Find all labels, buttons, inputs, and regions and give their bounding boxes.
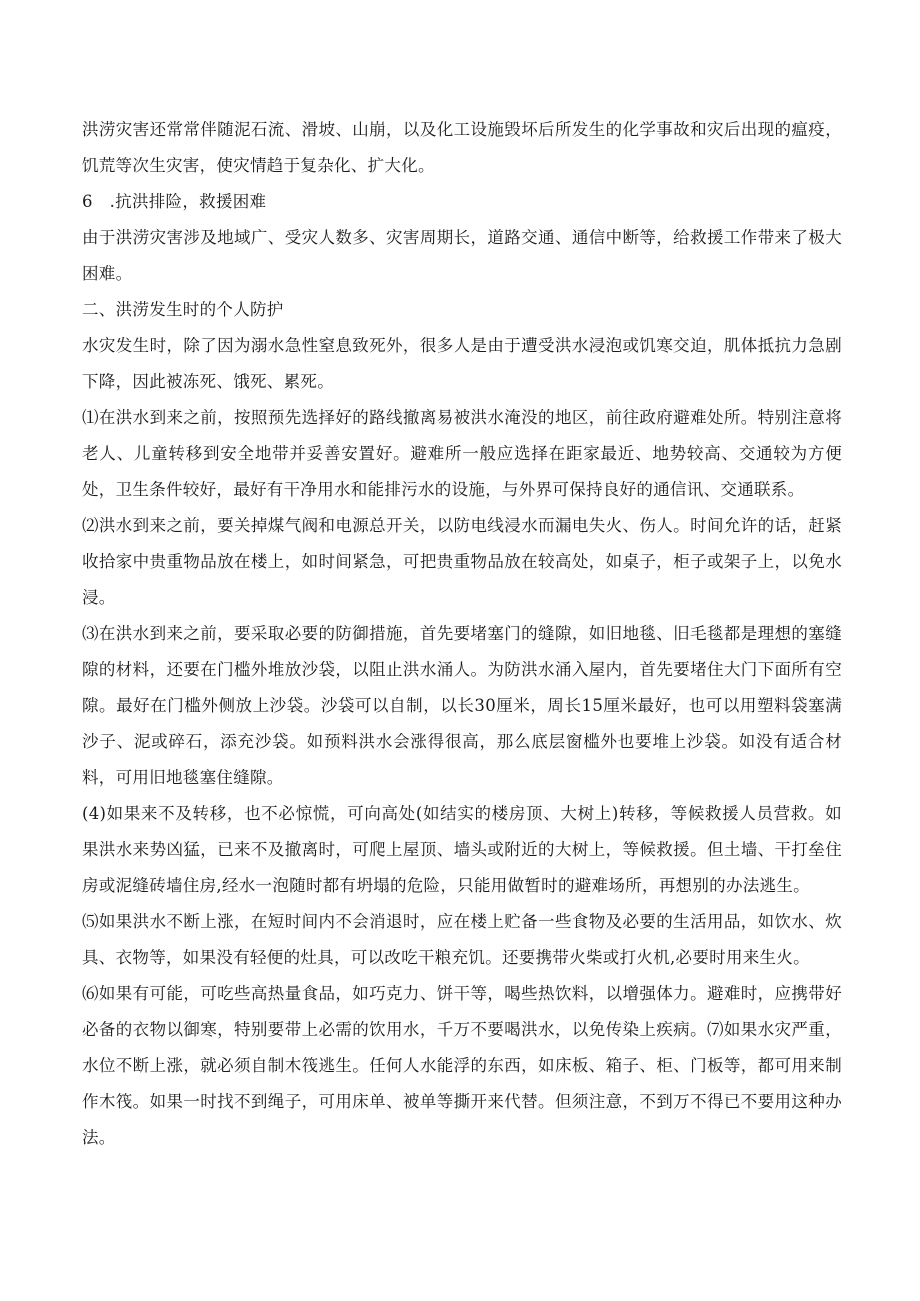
paragraph-secondary-disasters: 洪涝灾害还常常伴随泥石流、滑坡、山崩，以及化工设施毁坏后所发生的化学事故和灾后出现的瘟疫，饥荒等次生灾害，使灾情趋于复杂化、扩大化。	[82, 120, 842, 175]
paragraph-item-3-sandbags: ⑶在洪水到来之前，要采取必要的防御措施，首先要堵塞门的缝隙，如旧地毯、旧毛毯都是理想的塞缝隙的材料，还要在门槛外堆放沙袋，以阻止洪水涌人。为防洪水涌入屋内，首先要堵住大门下面所有空隙。最好在门槛外侧放上沙袋。沙袋可以自制，以长30厘米，周长15厘米最好，也可以用塑料袋塞满沙子、泥或碎石，添充沙袋。如预料洪水会涨得很高，那么底层窗槛外也要堆上沙袋。如没有适合材料，可用旧地毯塞住缝隙。	[82, 624, 842, 787]
paragraph-item-2-gas-power: ⑵洪水到来之前，要关掉煤气阀和电源总开关，以防电线浸水而漏电失火、伤人。时间允许的话，赶紧收拾家中贵重物品放在楼上，如时间紧急，可把贵重物品放在较高处，如桌子，柜子或架子上，以免水浸。	[82, 516, 842, 607]
heading-rescue-difficulty: 6 .抗洪排险，救援困难	[82, 192, 267, 211]
paragraph-item-1-evacuation: ⑴在洪水到来之前，按照预先选择好的路线撤离易被洪水淹没的地区，前往政府避难处所。特别注意将老人、儿童转移到安全地带并妥善安置好。避难所一般应选择在距家最近、地势较高、交通较为方便处，卫生条件较好，最好有干净用水和能排污水的设施，与外界可保持良好的通信讯、交通联系。	[82, 408, 842, 499]
paragraph-rescue-difficulty: 由于洪涝灾害涉及地域广、受灾人数多、灾害周期长，道路交通、通信中断等，给救援工作带来了极大困难。	[82, 228, 842, 283]
paragraph-item-4-high-ground: (4)如果来不及转移，也不必惊慌，可向高处(如结实的楼房顶、大树上)转移，等候救援人员营救。如果洪水来势凶猛，已来不及撤离时，可爬上屋顶、墙头或附近的大树上，等候救援。但土墙、干打垒住房或泥缝砖墙住房,经水一泡随时都有坍塌的危险，只能用做暂时的避难场所，再想别的办法逃生。	[82, 804, 842, 895]
paragraph-item-6-7-raft: ⑹如果有可能，可吃些高热量食品，如巧克力、饼干等，喝些热饮料，以增强体力。避难时，应携带好必备的衣物以御寒，特别要带上必需的饮用水，千万不要喝洪水，以免传染上疾病。⑺如果水灾严重，水位不断上涨，就必须自制木筏逃生。任何人水能浮的东西，如床板、箱子、柜、门板等，都可用来制作木筏。如果一时找不到绳子，可用床单、被单等撕开来代替。但须注意，不到万不得已不要用这种办法。	[82, 984, 842, 1147]
document-page	[82, 112, 842, 1156]
paragraph-causes-of-death: 水灾发生时，除了因为溺水急性窒息致死外，很多人是由于遭受洪水浸泡或饥寒交迫，肌体抵抗力急剧下降，因此被冻死、饿死、累死。	[82, 336, 842, 391]
paragraph-item-5-supplies: ⑸如果洪水不断上涨，在短时间内不会消退时，应在楼上贮备一些食物及必要的生活用品，如饮水、炊具、衣物等，如果没有轻便的灶具，可以改吃干粮充饥。还要携带火柴或打火机,必要时用来生火。	[82, 912, 842, 967]
heading-personal-protection: 二、洪涝发生时的个人防护	[82, 300, 284, 319]
